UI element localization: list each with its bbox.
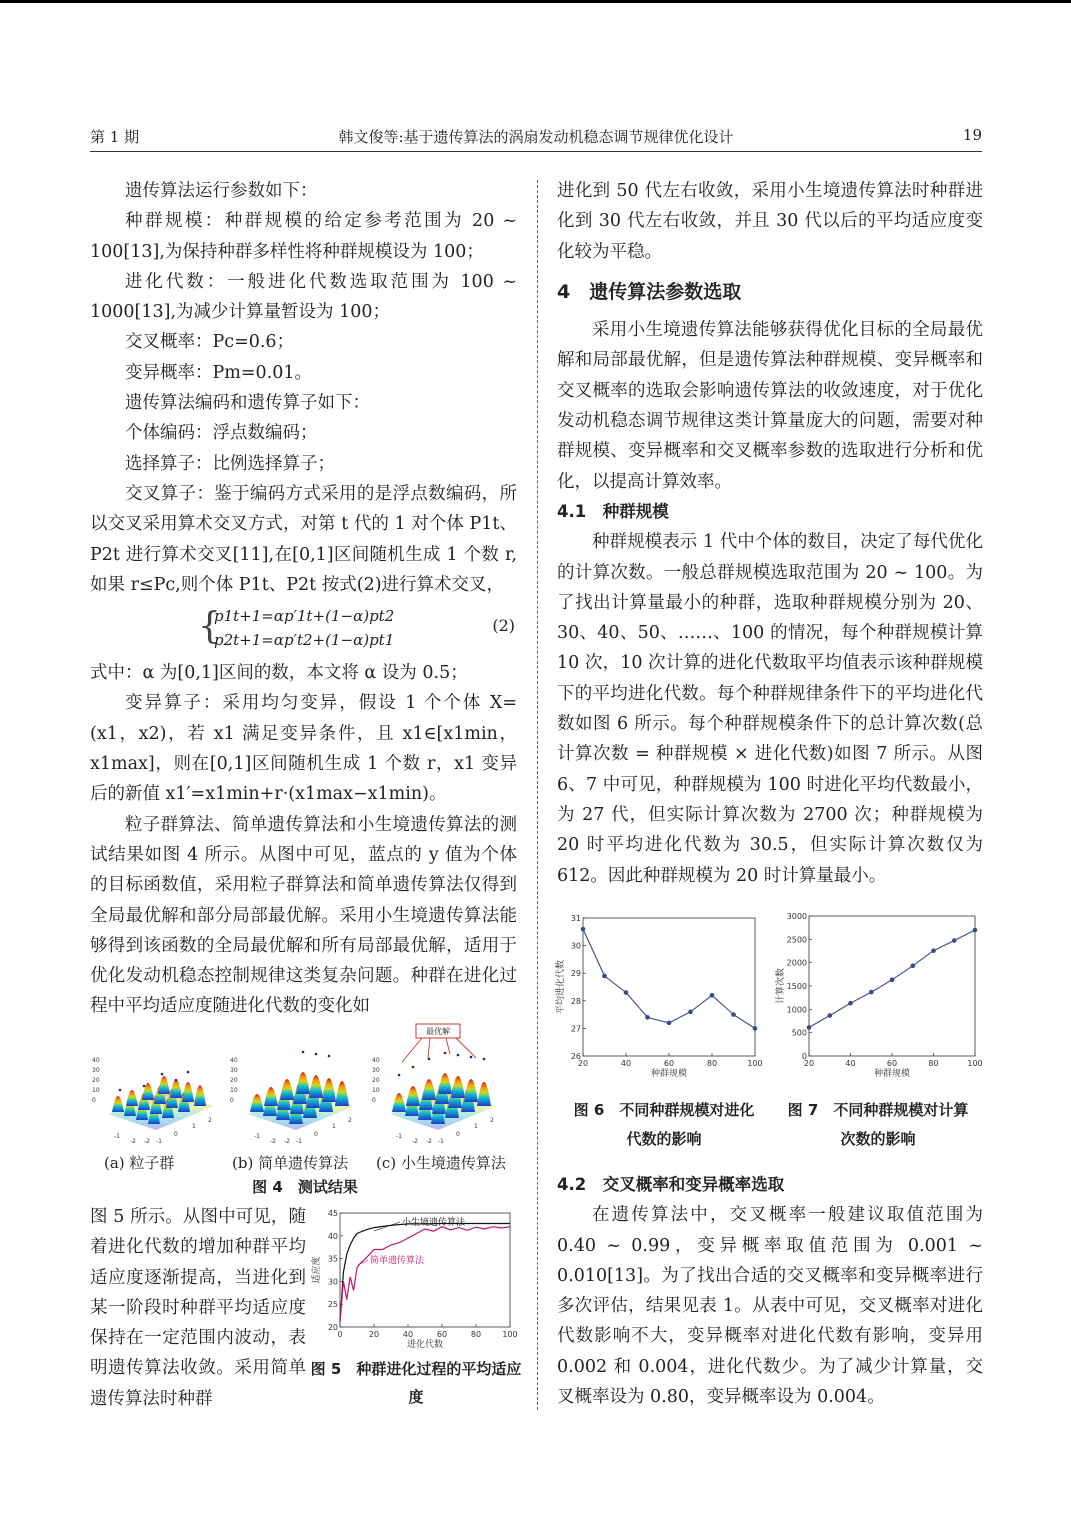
- data-point: [952, 938, 957, 943]
- data-point: [910, 964, 915, 969]
- svg-text:0: 0: [174, 1131, 178, 1138]
- section-4-1-heading: 4.1 种群规模: [557, 501, 669, 521]
- paragraph: 种群规模表示 1 代中个体的数目，决定了每代优化的计算次数。一般总群规模选取范围为 20 ~ 100。为了找出计算量最小的种群，选取种群规模分别为 20、30、40、50、……、100 的情况，每个种群规模计算 10 次，10 次计算的进化代数取平均值表示该种群规模下的平均进化代数。每个种群规律条件下的平均进化代数如图 6 所示。每个种群规模条件下的总计算次数(总计算次数 = 种群规模 × 进化代数)如图 7 所示。从图 6、7 中可见，种群规模为 100 时进化平均代数最小，为 27 代，但实际计算次数为 2700 次；种群规模为 20 时平均进化代数为 30.5，但实际计算次数仅为 612。因此种群规模为 20 时计算量最小。: [557, 532, 983, 886]
- paragraph: 进化代数：一般进化代数选取范围为 100 ~ 1000[13],为减少计算量暂设为 100；: [90, 271, 517, 323]
- figure-4-caption: 图 4 测试结果: [252, 1178, 358, 1196]
- paragraph: 式中：α 为[0,1]区间的数，本文将 α 设为 0.5；: [90, 663, 468, 684]
- running-header: [90, 126, 982, 150]
- surface-plot-a: [92, 1057, 214, 1145]
- x-tick-label: 100: [967, 1059, 983, 1068]
- series-line: [340, 1227, 510, 1323]
- data-point: [624, 990, 629, 995]
- x-axis-label: 进化代数: [406, 1340, 444, 1350]
- y-axis-label: 适应度: [312, 1256, 322, 1284]
- paragraph: 粒子群算法、简单遗传算法和小生境遗传算法的测试结果如图 4 所示。从图中可见，蓝点的 y 值为个体的目标函数值，采用粒子群算法和简单遗传算法仅得到全局最优解和部分局部最优解。采用小生境遗传算法能够得到该函数的全局最优解和所有局部最优解，适用于优化发动机稳态控制规律这类复杂问题。种群在进化过程中平均适应度随进化代数的变化如: [90, 814, 517, 1017]
- svg-text:0: 0: [314, 1131, 318, 1138]
- data-point: [645, 1015, 650, 1020]
- svg-text:2: 2: [490, 1117, 494, 1124]
- right-column: [557, 176, 983, 891]
- equation-2: [90, 600, 517, 658]
- series-label: 简单遗传算法: [370, 1256, 425, 1266]
- figure-4-surfaces: [90, 1022, 520, 1152]
- x-axis-label: 种群规模: [873, 1069, 911, 1079]
- figure-5-chart: [310, 1205, 522, 1355]
- y-tick-label: 28: [570, 996, 581, 1006]
- x-tick-label: 40: [620, 1059, 632, 1068]
- header-rule: [90, 151, 982, 152]
- y-tick-label: 2500: [786, 935, 807, 945]
- svg-text:20: 20: [92, 1077, 100, 1084]
- equation-brace: {: [198, 606, 221, 648]
- figure-7-caption-line: 次数的影响: [840, 1130, 916, 1148]
- x-tick-label: 80: [928, 1059, 939, 1068]
- y-tick-label: 27: [570, 1024, 581, 1034]
- svg-text:1: 1: [332, 1123, 336, 1130]
- subcaption-a: (a) 粒子群: [104, 1154, 175, 1172]
- data-point: [581, 927, 586, 932]
- x-tick-label: 20: [368, 1330, 380, 1339]
- y-tick-label: 30: [327, 1277, 338, 1287]
- y-tick-label: 30: [570, 941, 581, 951]
- data-point: [931, 948, 936, 953]
- surface-plot-c: [372, 1024, 496, 1145]
- surface-plot-b: [230, 1051, 354, 1145]
- svg-text:-1: -1: [114, 1133, 120, 1140]
- data-point: [688, 1010, 693, 1015]
- paragraph: 遗传算法编码和遗传算子如下：: [125, 393, 370, 414]
- y-tick-label: 1000: [786, 1005, 807, 1015]
- x-tick-label: 100: [747, 1059, 763, 1068]
- series-line: [583, 929, 755, 1028]
- svg-text:-2: -2: [426, 1138, 432, 1145]
- paragraph: 个体编码：浮点数编码；: [125, 423, 318, 444]
- x-axis-label: 种群规模: [650, 1069, 688, 1079]
- x-tick-label: 40: [845, 1059, 856, 1068]
- y-axis-label: 平均进化代数: [556, 959, 566, 1015]
- svg-text:20: 20: [372, 1077, 380, 1084]
- left-column: [90, 176, 517, 1022]
- data-point: [602, 974, 607, 979]
- svg-text:40: 40: [92, 1057, 100, 1064]
- svg-text:-2: -2: [412, 1138, 418, 1145]
- subcaption-b: (b) 简单遗传算法: [232, 1154, 349, 1172]
- svg-text:10: 10: [92, 1087, 100, 1094]
- figure-6-chart: [555, 908, 769, 1088]
- data-point: [890, 978, 895, 983]
- x-tick-label: 0: [337, 1330, 343, 1339]
- svg-text:-1: -1: [296, 1138, 302, 1145]
- x-tick-label: 80: [706, 1059, 718, 1068]
- issue-number: 第 1 期: [90, 128, 140, 146]
- paragraph: 种群规模：种群规模的给定参考范围为 20 ~ 100[13],为保持种群多样性将种群规模设为 100；: [90, 211, 517, 262]
- y-tick-label: 31: [570, 914, 581, 923]
- data-point: [807, 1025, 812, 1030]
- svg-text:-1: -1: [156, 1138, 162, 1145]
- x-tick-label: 100: [502, 1330, 518, 1339]
- y-tick-label: 26: [570, 1052, 581, 1061]
- y-tick-label: 3000: [786, 912, 807, 921]
- paragraph: 变异算子：采用均匀变异，假设 1 个个体 X=(x1，x2)，若 x1 满足变异条件，且 x1∈[x1min，x1max]，则在[0,1]区间随机生成 1 个数 r，x1 变异后的新值 x1′=x1min+r·(x1max−x1min)。: [90, 693, 517, 805]
- figure-6-caption-line: 图 6 不同种群规模对进化: [573, 1101, 755, 1119]
- data-point: [869, 990, 874, 995]
- svg-text:2: 2: [348, 1117, 352, 1124]
- svg-text:0: 0: [456, 1131, 460, 1138]
- figure-7-caption-line: 图 7 不同种群规模对计算: [787, 1101, 969, 1119]
- data-point: [827, 1013, 832, 1018]
- figure-7-caption: [771, 1096, 985, 1154]
- y-tick-label: 2000: [786, 958, 807, 968]
- svg-text:-2: -2: [270, 1138, 276, 1145]
- series-label: 小生境遗传算法: [402, 1218, 466, 1228]
- paragraph: 在遗传算法中，交叉概率一般建议取值范围为 0.40 ~ 0.99，变异概率取值范围为 0.001 ~ 0.010[13]。为了找出合适的交叉概率和变异概率进行多次评估，结果见表 1。从表中可见，交叉概率对进化代数影响不大，变异概率对进化代数有影响，变异用 0.002 和 0.004，进化代数少。为了减少计算量，交叉概率设为 0.80，变异概率设为 0.004。: [557, 1205, 983, 1408]
- y-tick-label: 29: [570, 969, 581, 979]
- x-tick-label: 20: [803, 1059, 815, 1068]
- x-tick-label: 60: [663, 1059, 675, 1068]
- y-tick-label: 25: [327, 1300, 338, 1310]
- left-bottom-column: [90, 1202, 306, 1414]
- data-point: [848, 1001, 853, 1006]
- data-point: [731, 1012, 736, 1017]
- svg-text:-1: -1: [438, 1138, 444, 1145]
- svg-text:1: 1: [192, 1123, 196, 1130]
- paragraph: 采用小生境遗传算法能够获得优化目标的全局最优解和局部最优解，但是遗传算法种群规模、变异概率和交叉概率的选取会影响遗传算法的收敛速度，对于优化发动机稳态调节规律这类计算量庞大的问题，需要对种群规模、变异概率和交叉概率参数的选取进行分析和优化，以提高计算效率。: [557, 320, 983, 492]
- y-tick-label: 20: [327, 1323, 338, 1332]
- optimum-label: 最优解: [426, 1027, 450, 1036]
- figure-7-chart: [769, 908, 985, 1088]
- page-number: 19: [962, 126, 982, 144]
- svg-text:40: 40: [372, 1057, 380, 1064]
- svg-text:-2: -2: [144, 1138, 150, 1145]
- svg-text:10: 10: [372, 1087, 380, 1094]
- y-tick-label: 1500: [786, 982, 807, 991]
- y-tick-label: 500: [791, 1028, 807, 1038]
- svg-text:10: 10: [230, 1087, 238, 1094]
- plot-frame: [809, 916, 975, 1056]
- figures-6-7: [555, 908, 985, 1153]
- figure-6-caption-line: 代数的影响: [626, 1130, 702, 1148]
- data-point: [667, 1021, 672, 1026]
- paragraph: 交叉算子：鉴于编码方式采用的是浮点数编码，所以交叉采用算术交叉方式，对第 t 代的 1 对个体 P1t、P2t 进行算术交叉[11],在[0,1]区间随机生成 1 个数 r,如果 r≤Pc,则个体 P1t、P2t 按式(2)进行算术交叉，: [90, 483, 517, 595]
- y-axis-label: 计算次数: [776, 967, 786, 1005]
- data-point: [710, 993, 715, 998]
- figure-5-caption: 图 5 种群进化过程的平均适应度: [310, 1360, 522, 1406]
- column-separator: [537, 180, 538, 1410]
- svg-text:-1: -1: [396, 1133, 402, 1140]
- right-bottom-column: [557, 1170, 983, 1412]
- paragraph: 遗传算法运行参数如下：: [125, 181, 318, 201]
- svg-text:0: 0: [92, 1097, 96, 1104]
- svg-text:1: 1: [474, 1123, 478, 1130]
- paragraph: 选择算子：比例选择算子；: [125, 453, 335, 474]
- data-point: [973, 928, 978, 933]
- x-tick-label: 80: [470, 1330, 482, 1339]
- section-4-2-heading: 4.2 交叉概率和变异概率选取: [557, 1175, 785, 1194]
- running-title: 韩文俊等:基于遗传算法的涡扇发动机稳态调节规律优化设计: [338, 128, 734, 146]
- svg-text:0: 0: [372, 1097, 376, 1104]
- svg-text:-2: -2: [130, 1138, 136, 1145]
- y-tick-label: 0: [801, 1052, 807, 1061]
- svg-text:30: 30: [92, 1067, 100, 1074]
- svg-text:-1: -1: [254, 1133, 260, 1140]
- equation-line: p2t+1=αp′t2+(1−α)pt1: [214, 631, 395, 650]
- paragraph: 交叉概率：Pc=0.6；: [125, 332, 295, 353]
- equation-line: p1t+1=αp′1t+(1−α)pt2: [214, 607, 395, 626]
- plot-frame: [583, 918, 755, 1056]
- top-rule: [0, 0, 1071, 3]
- x-tick-label: 60: [886, 1059, 898, 1068]
- svg-text:-2: -2: [284, 1138, 290, 1145]
- svg-text:0: 0: [230, 1097, 234, 1104]
- svg-text:30: 30: [230, 1067, 238, 1074]
- svg-text:30: 30: [372, 1067, 380, 1074]
- y-tick-label: 35: [327, 1254, 338, 1264]
- x-tick-label: 60: [436, 1330, 448, 1339]
- figure-4: [90, 1022, 520, 1202]
- x-tick-label: 40: [402, 1330, 414, 1339]
- svg-text:20: 20: [230, 1077, 238, 1084]
- data-point: [753, 1026, 758, 1031]
- svg-text:2: 2: [208, 1117, 212, 1124]
- y-tick-label: 40: [327, 1231, 338, 1241]
- figure-6-caption: [557, 1096, 771, 1154]
- y-tick-label: 45: [327, 1209, 338, 1218]
- figure-5: [310, 1205, 522, 1415]
- subcaption-c: (c) 小生境遗传算法: [376, 1154, 506, 1172]
- x-tick-label: 20: [577, 1059, 589, 1068]
- paragraph: 变异概率：Pm=0.01。: [125, 362, 312, 383]
- paragraph: 图 5 所示。从图中可见，随着进化代数的增加种群平均适应度逐渐提高，当进化到某一阶段时种群平均适应度保持在一定范围内波动，表明遗传算法收敛。采用简单遗传算法时种群: [90, 1207, 306, 1409]
- section-4-heading: 4 遗传算法参数选取: [557, 280, 742, 303]
- svg-text:40: 40: [230, 1057, 238, 1064]
- series-line: [340, 1224, 510, 1323]
- paragraph: 进化到 50 代左右收敛，采用小生境遗传算法时种群进化到 30 代左右收敛，并且 30 代以后的平均适应度变化较为平稳。: [557, 181, 983, 262]
- equation-number: (2): [492, 616, 515, 636]
